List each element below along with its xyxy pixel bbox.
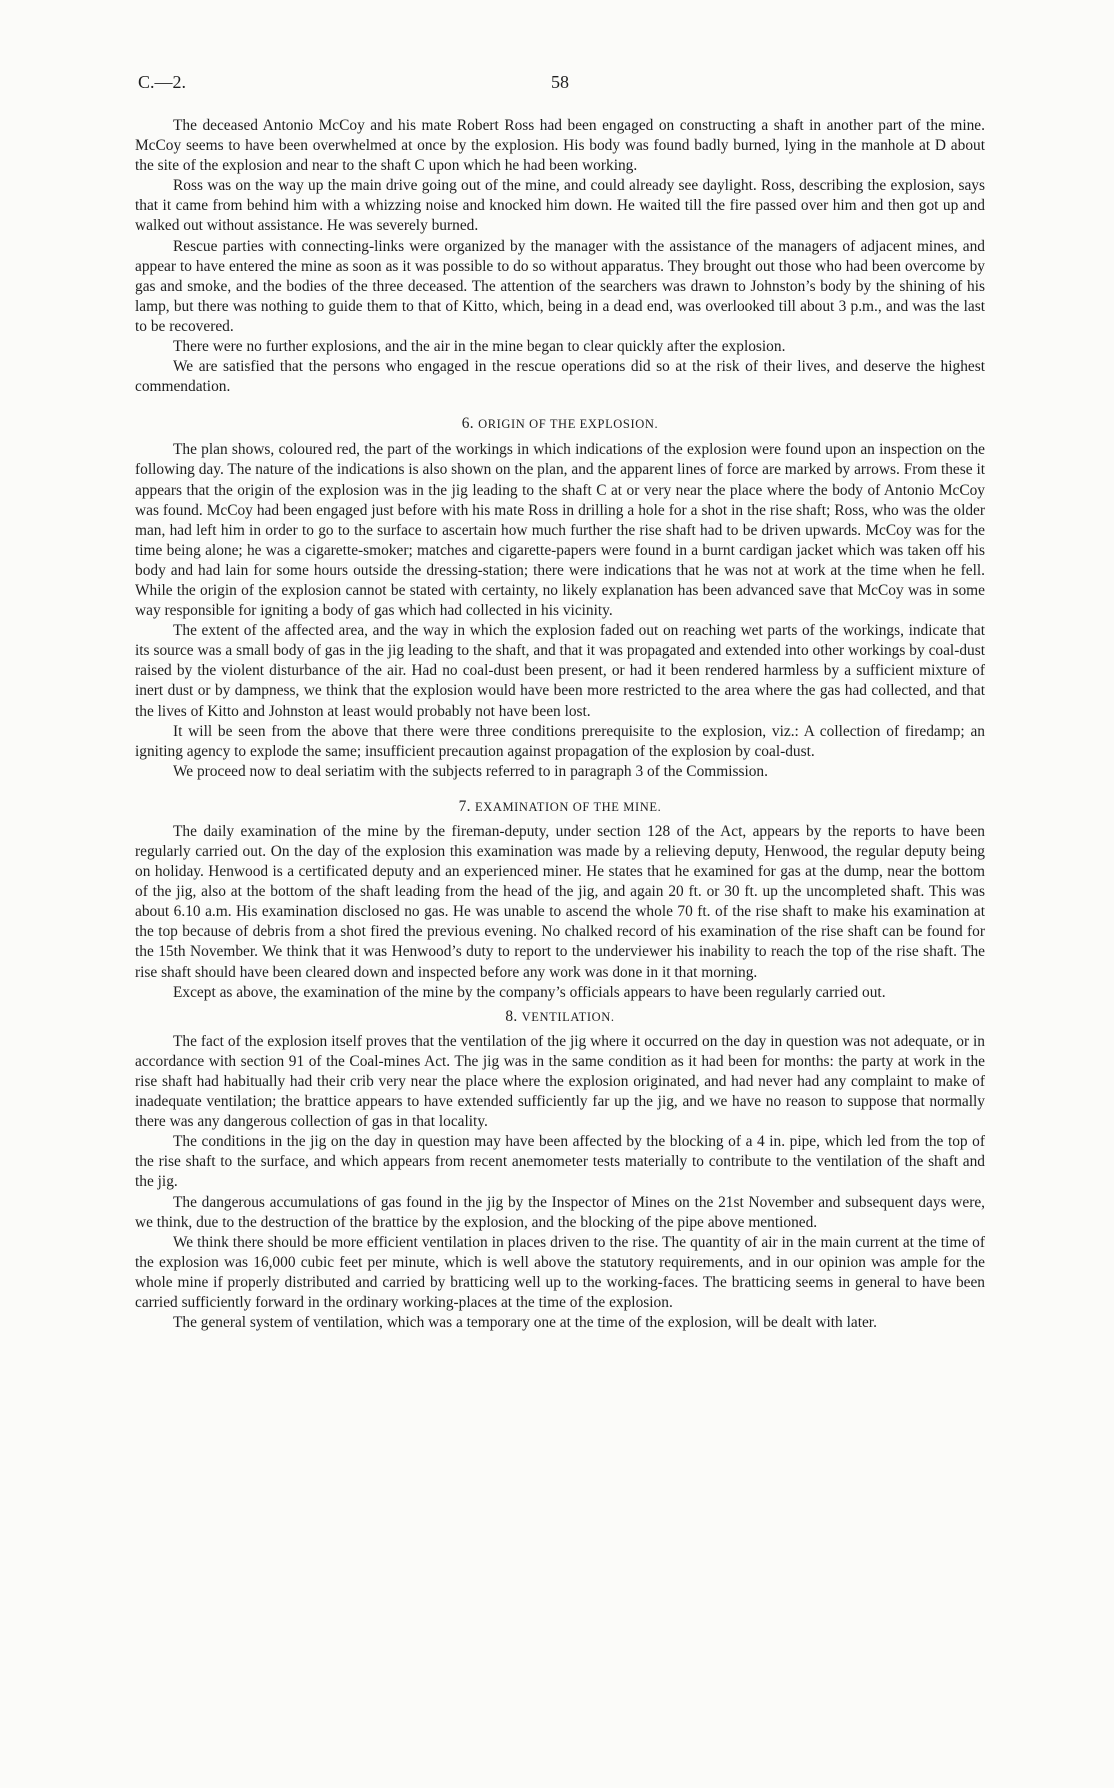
section-heading-ventilation (135, 1007, 985, 1027)
paragraph: The deceased Antonio McCoy and his mate Robert Ross had been engaged on constructing a shaft in another part of the mine. McCoy seems to have been overwhelmed at once by the explosion. His body was found badly burned, lying in the manhole at D about the site of the explosion and near to the shaft C upon which he had been working. (135, 117, 985, 175)
paragraph: The plan shows, coloured red, the part of the workings in which indications of the explosion were found upon an inspection on the following day. The nature of the indications is also shown on the plan, and the apparent lines of force are marked by arrows. From these it appears that the origin of the explosion was in the jig leading to the shaft C at or very near the place where the body of Antonio McCoy was found. McCoy had been engaged just before with his mate Ross in drilling a hole for a shot in the rise shaft; Ross, who was the older man, had left him in order to go to the surface to ascertain how much further the rise shaft had to be driven upwards. McCoy was for the time being alone; he was a cigarette-smoker; matches and cigarette-papers were found in a burnt cardigan jacket which was taken off his body and had lain for some hours outside the dressing-station; there were indications that he was not at work at the time when he fell. While the origin of the explosion cannot be stated with certainty, no likely explanation has been advanced save that McCoy was in some way responsible for igniting a body of gas which had collected in his vicinity. (135, 441, 985, 620)
section-title: EXAMINATION OF THE MINE. (474, 799, 662, 814)
section-title: ORIGIN OF THE EXPLOSION. (478, 417, 659, 432)
page-header (138, 72, 980, 96)
section-title: VENTILATION. (521, 1009, 615, 1024)
paragraph: Rescue parties with connecting-links were organized by the manager with the assistance of the managers of adjacent mines, and appear to have entered the mine as soon as it was possible to do so without apparatus. They brought out those who had been overcome by gas and smoke, and the bodies of the three deceased. The attention of the searchers was drawn to Johnston’s body by the shining of his lamp, but there was nothing to guide them to that of Kitto, which, being in a dead end, was overlooked till about 3 p.m., and was the last to be recovered. (135, 237, 985, 335)
paragraph: The fact of the explosion itself proves that the ventilation of the jig where it occurred on the day in question was not adequate, or in accordance with section 91 of the Coal-mines Act. The jig was in the same condition as it had been for months: the party at work in the rise shaft had habitually had their crib very near the place where the explosion originated, and had never had any complaint to make of inadequate ventilation; the brattice appears to have extended sufficiently far up the jig, and we have no reason to suppose that normally there was any dangerous collection of gas in that locality. (135, 1032, 985, 1131)
section-number: 8. (505, 1007, 518, 1025)
paragraph: The conditions in the jig on the day in question may have been affected by the blocking of a 4 in. pipe, which led from the top of the rise shaft to the surface, and which appears from recent anemometer tests materially to contribute to the ventilation of the shaft and the jig. (135, 1133, 985, 1191)
section-number: 6. (461, 415, 474, 433)
paragraph: Except as above, the examination of the mine by the company’s officials appears to have been regularly carried out. (173, 983, 886, 1001)
paragraph: We think there should be more efficient ventilation in places driven to the rise. The quantity of air in the main current at the time of the explosion was 16,000 cubic feet per minute, which is well above the statutory requirements, and in our opinion was ample for the whole mine if properly distributed and carried by bratticing well up to the working-faces. The bratticing seems in general to have been carried sufficiently forward in the ordinary working-places at the time of the explosion. (135, 1233, 985, 1311)
paragraph: There were no further explosions, and the air in the mine began to clear quickly after the explosion. (173, 338, 786, 356)
page-body (135, 116, 985, 1333)
section-heading-examination (135, 797, 985, 817)
paragraph: The daily examination of the mine by the fireman-deputy, under section 128 of the Act, appears by the reports to have been regularly carried out. On the day of the explosion this examination was made by a relieving deputy, Henwood, the regular deputy being on holiday. Henwood is a certificated deputy and an experienced miner. He states that he examined for gas at the dump, near the bottom of the jig, also at the bottom of the shaft leading from the head of the jig, and again 20 ft. or 30 ft. up the uncompleted shaft. This was about 6.10 a.m. His examination disclosed no gas. He was unable to ascend the whole 70 ft. of the rise shaft to make his examination at the top because of debris from a shot fired the previous evening. No chalked record of his examination of the rise shaft can be found for the 15th November. We think that it was Henwood’s duty to report to the underviewer his inability to reach the top of the rise shaft. The rise shaft should have been cleared down and inspected before any work was done in it that morning. (135, 822, 985, 981)
paragraph: The extent of the affected area, and the way in which the explosion faded out on reaching wet parts of the workings, indicate that its source was a small body of gas in the jig leading to the shaft, and that it was propagated and extended into other workings by coal-dust raised by the violent disturbance of the air. Had no coal-dust been present, or had it been rendered harmless by a sufficient mixture of inert dust or by dampness, we think that the explosion would have been more restricted to the area where the gas had collected, and that the lives of Kitto and Johnston at least would probably not have been lost. (135, 622, 985, 720)
section-heading-origin (135, 414, 985, 434)
paragraph: The general system of ventilation, which was a temporary one at the time of the explosion, will be dealt with later. (173, 1314, 877, 1332)
document-code: C.—2. (138, 72, 187, 92)
paragraph: We proceed now to deal seriatim with the subjects referred to in paragraph 3 of the Commission. (173, 762, 768, 780)
page-number: 58 (551, 72, 569, 92)
paragraph: The dangerous accumulations of gas found in the jig by the Inspector of Mines on the 21st November and subsequent days were, we think, due to the destruction of the brattice by the explosion, and the blocking of the pipe above mentioned. (135, 1193, 985, 1231)
paragraph: We are satisfied that the persons who engaged in the rescue operations did so at the risk of their lives, and deserve the highest commendation. (135, 358, 985, 396)
section-number: 7. (458, 797, 471, 815)
paragraph: Ross was on the way up the main drive going out of the mine, and could already see daylight. Ross, describing the explosion, says that it came from behind him with a whizzing noise and knocked him down. He waited till the fire passed over him and then got up and walked out without assistance. He was severely burned. (135, 177, 985, 235)
paragraph: It will be seen from the above that there were three conditions prerequisite to the explosion, viz.: A collection of firedamp; an igniting agency to explode the same; insufficient precaution against propagation of the explosion by coal-dust. (135, 722, 985, 760)
